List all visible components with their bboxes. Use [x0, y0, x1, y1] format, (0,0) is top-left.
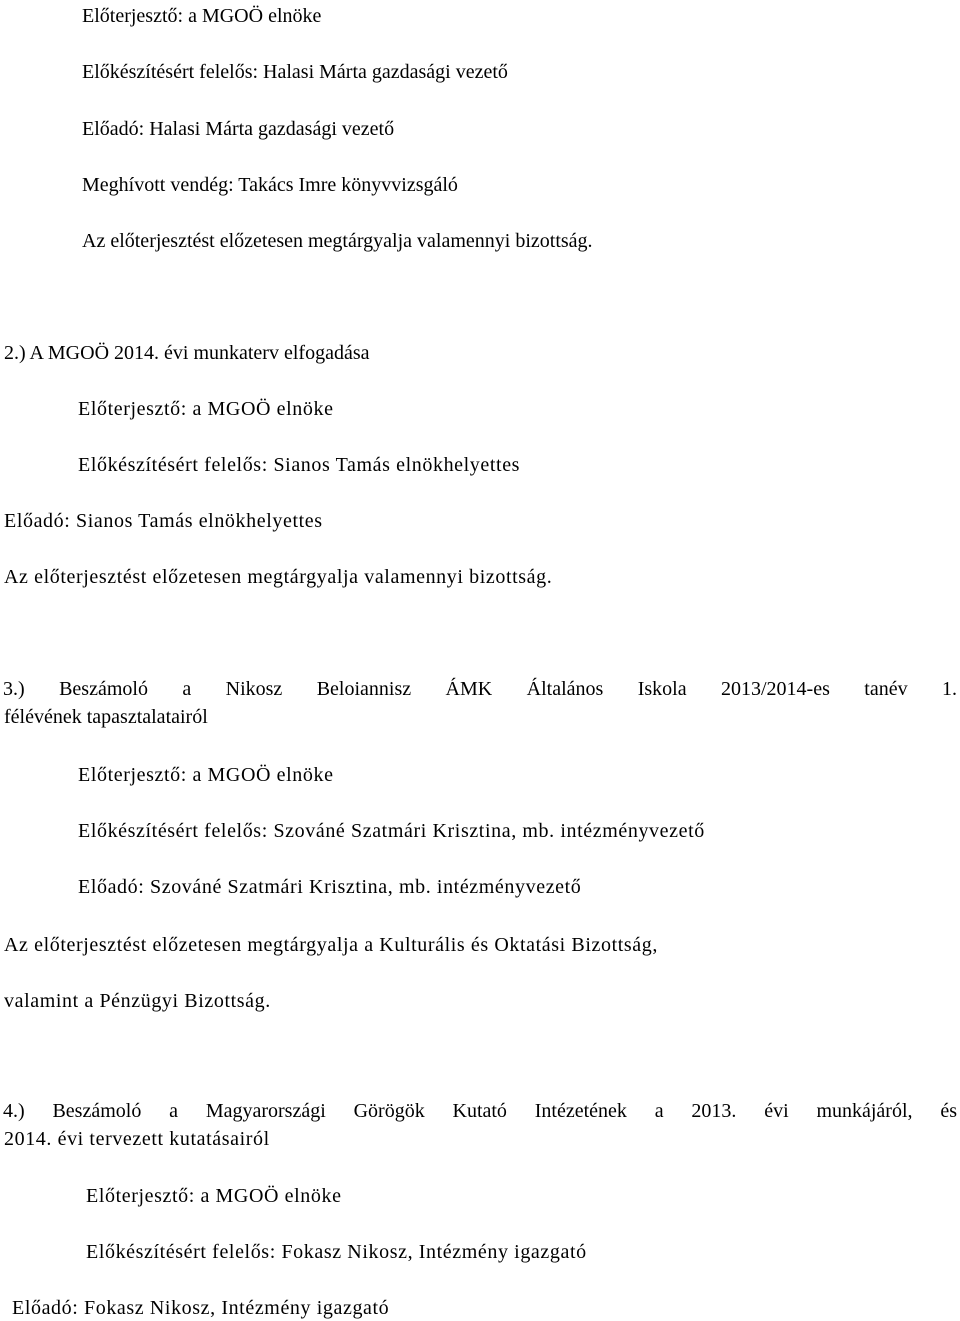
committee-line: Az előterjesztést előzetesen megtárgyalja valamennyi bizottság.: [4, 566, 553, 588]
presenter-line: Előterjesztő: a MGOÖ elnöke: [86, 1185, 342, 1207]
responsible-line: Előkészítésért felelős: Szováné Szatmári Krisztina, mb. intézményvezető: [78, 820, 705, 842]
agenda-item-4-title-continued: 2014. évi tervezett kutatásairól: [4, 1128, 270, 1150]
agenda-item-4-title: 4.) Beszámoló a Magyarországi Görögök Kutató Intézetének a 2013. évi munkájáról, és: [3, 1100, 957, 1122]
committee-line: Az előterjesztést előzetesen megtárgyalja valamennyi bizottság.: [82, 230, 593, 252]
presenter-line: Előterjesztő: a MGOÖ elnöke: [78, 764, 334, 786]
agenda-item-3-title-continued: félévének tapasztalatairól: [4, 706, 208, 728]
agenda-item-2-title: 2.) A MGOÖ 2014. évi munkaterv elfogadása: [4, 342, 370, 364]
guest-line: Meghívott vendég: Takács Imre könyvvizsgáló: [82, 174, 458, 196]
responsible-line: Előkészítésért felelős: Sianos Tamás elnökhelyettes: [78, 454, 521, 476]
speaker-line: Előadó: Halasi Márta gazdasági vezető: [82, 118, 395, 140]
responsible-line: Előkészítésért felelős: Halasi Márta gazdasági vezető: [82, 61, 508, 83]
presenter-line: Előterjesztő: a MGOÖ elnöke: [78, 398, 334, 420]
responsible-line: Előkészítésért felelős: Fokasz Nikosz, Intézmény igazgató: [86, 1241, 587, 1263]
committee-line-continued: valamint a Pénzügyi Bizottság.: [4, 990, 271, 1012]
speaker-line: Előadó: Szováné Szatmári Krisztina, mb. intézményvezető: [78, 876, 582, 898]
agenda-item-3-title: 3.) Beszámoló a Nikosz Beloiannisz ÁMK Általános Iskola 2013/2014-es tanév 1.: [3, 678, 957, 700]
speaker-line: Előadó: Fokasz Nikosz, Intézmény igazgató: [12, 1297, 390, 1319]
presenter-line: Előterjesztő: a MGOÖ elnöke: [82, 5, 322, 27]
speaker-line: Előadó: Sianos Tamás elnökhelyettes: [4, 510, 323, 532]
committee-line: Az előterjesztést előzetesen megtárgyalja a Kulturális és Oktatási Bizottság,: [4, 934, 658, 956]
